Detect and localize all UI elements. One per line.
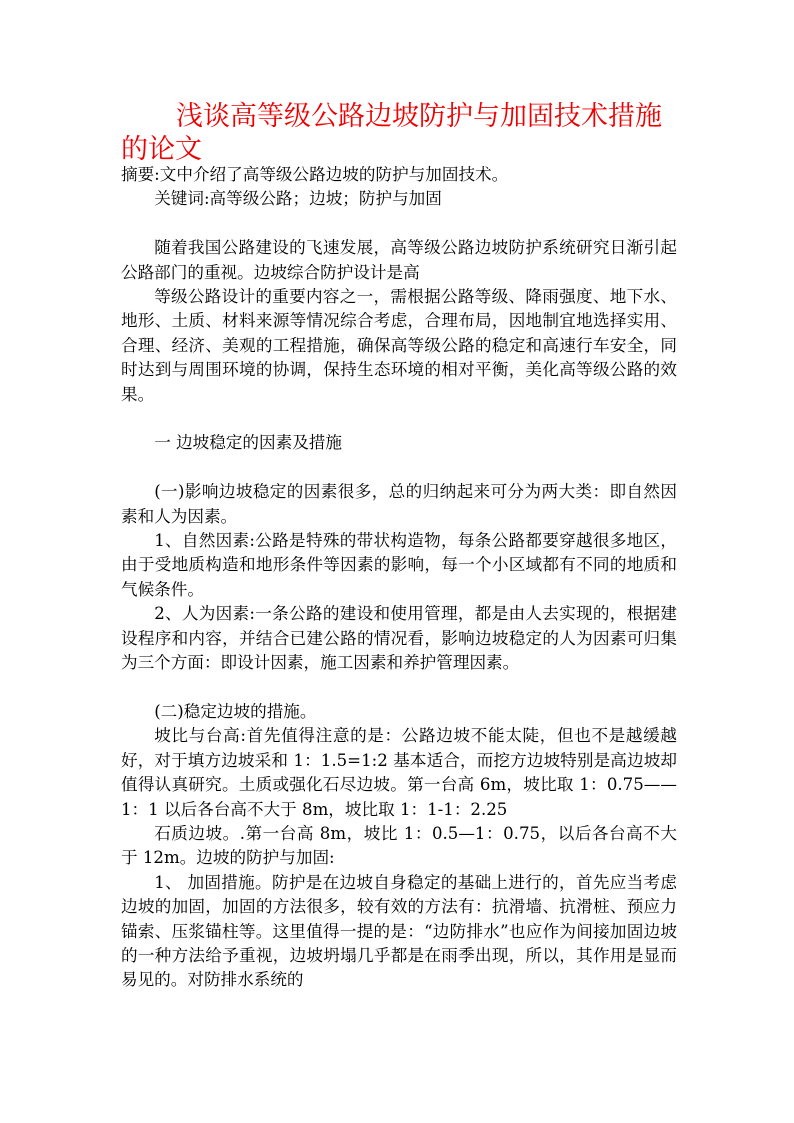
subsection-2: (二)稳定边坡的措施。 (154, 701, 317, 721)
spacer (121, 407, 677, 431)
human-factors: 2、人为因素:一条公路的建设和使用管理，都是由人去实现的，根据建设程序和内容，并结合已建公路的情况看，影响边坡稳定的人为因素可归集为三个方面：即设计因素，施工因素和养护管理因素。 (121, 604, 677, 673)
reinforcement-paragraph: 1、 加固措施。防护是在边坡自身稳定的基础上进行的，首先应当考虑边坡的加固，加固的方法很多，较有效的方法有：抗滑墙、抗滑桩、预应力锚索、压浆锚柱等。这里值得一提的是：“边防排水”也应作为间接加固边坡的一种方法给予重视，边坡坍塌几乎都是在雨季出现，所以，其作用是显而易见的。对防排水系统的 (121, 872, 677, 990)
spacer (121, 675, 677, 699)
natural-factors: 1、自然因素:公路是特殊的带状构造物，每条公路都要穿越很多地区，由于受地质构造和地形条件等因素的影响，每一个小区域都有不同的地质和气候条件。 (121, 531, 677, 599)
section-heading-1: 一 边坡稳定的因素及措施 (154, 433, 342, 453)
subsection-1: (一)影响边坡稳定的因素很多，总的归纳起来可分为两大类：即自然因素和人为因素。 (121, 482, 677, 526)
rock-slope-paragraph: 石质边坡。.第一台高 8m，坡比 1：0.5—1：0.75，以后各台高不大于 12m。边坡的防护与加固: (121, 823, 677, 868)
abstract: 摘要:文中介绍了高等级公路边坡的防护与加固技术。 (121, 165, 509, 184)
slope-ratio-paragraph: 坡比与台高:首先值得注意的是：公路边坡不能太陡，但也不是越缓越好，对于填方边坡采和 1：1.5=1:2 基本适合，而挖方边坡特别是高边坡却值得认真研究。土质或强化石尽边坡。第一台高 6m，坡比取 1：0.75——1：1 以后各台高不大于 8m，坡比取 1：1-1：2.25 (121, 726, 677, 819)
document-title: 浅谈高等级公路边坡防护与加固技术措施的论文 (121, 101, 662, 165)
document-body (121, 163, 677, 993)
spacer (121, 456, 677, 480)
keywords: 关键词:高等级公路；边坡；防护与加固 (154, 189, 442, 209)
intro-paragraph-1: 随着我国公路建设的飞速发展，高等级公路边坡防护系统研究日渐引起公路部门的重视。边坡综合防护设计是高 (121, 238, 677, 282)
intro-paragraph-2: 等级公路设计的重要内容之一，需根据公路等级、降雨强度、地下水、地形、土质、材料来源等情况综合考虑，合理布局，因地制宜地选择实用、合理、经济、美观的工程措施，确保高等级公路的稳定和高速行车安全，同时达到与周围环境的协调，保持生态环境的相对平衡，美化高等级公路的效果。 (121, 287, 677, 404)
spacer (121, 212, 677, 236)
